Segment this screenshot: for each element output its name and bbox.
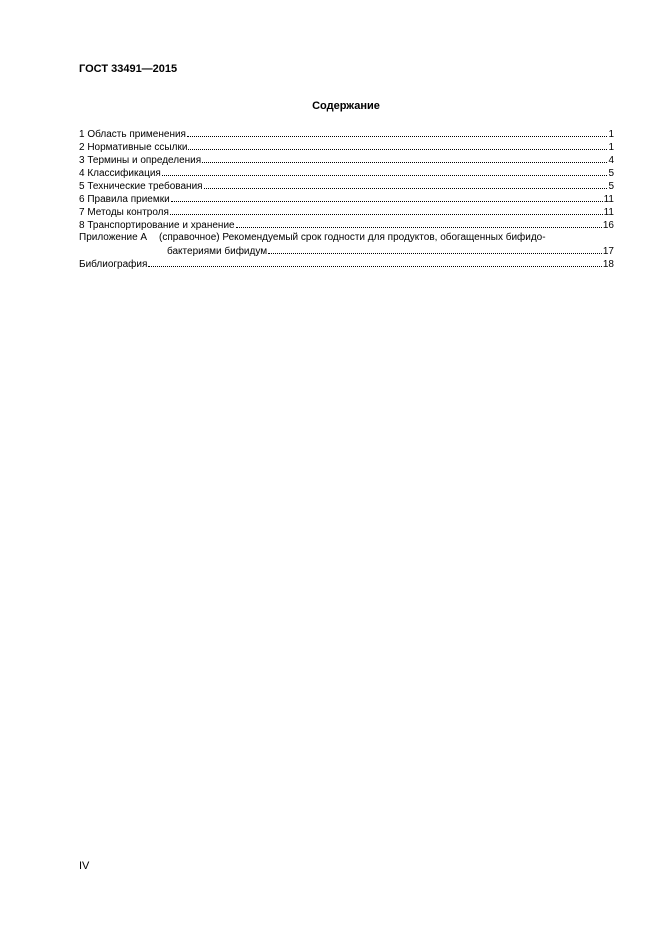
toc-item[interactable] <box>79 153 614 166</box>
appendix-title-line1: (справочное) Рекомендуемый срок годности для продуктов, обогащенных бифидо- <box>159 232 546 243</box>
toc-item-label: 2 Нормативные ссылки <box>79 142 188 153</box>
toc-item[interactable] <box>79 166 614 179</box>
toc-item[interactable] <box>79 140 614 153</box>
toc-item-bibliography[interactable] <box>79 257 614 270</box>
toc-item[interactable] <box>79 192 614 205</box>
toc-item-label: 7 Методы контроля <box>79 207 169 218</box>
toc-item-page: 5 <box>608 181 614 192</box>
toc-item-page: 11 <box>603 207 614 218</box>
page-title: Содержание <box>312 100 380 112</box>
toc-item-label: 1 Область применения <box>79 129 186 140</box>
toc-item-label: Библиография <box>79 259 148 270</box>
appendix-page: 17 <box>602 246 614 257</box>
toc-item-page: 4 <box>608 155 614 166</box>
toc-item-label: 4 Классификация <box>79 168 161 179</box>
toc-item-label: 3 Термины и определения <box>79 155 202 166</box>
toc-leader <box>204 179 608 189</box>
toc-item-label: 6 Правила приемки <box>79 194 170 205</box>
toc-leader <box>236 218 602 228</box>
toc-item-page: 18 <box>602 259 614 270</box>
appendix-label: Приложение А <box>79 232 148 243</box>
toc-leader <box>188 140 607 150</box>
toc-leader <box>148 257 601 267</box>
toc-leader <box>268 244 602 254</box>
toc-leader <box>170 205 603 215</box>
document-code: ГОСТ 33491—2015 <box>79 63 178 75</box>
toc-item-label: 8 Транспортирование и хранение <box>79 220 235 231</box>
toc-item[interactable] <box>79 179 614 192</box>
toc-leader <box>202 153 607 163</box>
toc-appendix-a[interactable] <box>79 231 614 257</box>
toc-leader <box>162 166 608 176</box>
toc-item[interactable] <box>79 127 614 140</box>
toc-leader <box>171 192 603 202</box>
appendix-title-line2: бактериями бифидум <box>167 246 268 257</box>
toc-item[interactable] <box>79 218 614 231</box>
page-number: IV <box>79 860 90 872</box>
toc-leader <box>187 127 607 137</box>
table-of-contents <box>79 127 614 270</box>
toc-item-label: 5 Технические требования <box>79 181 203 192</box>
toc-item-page: 1 <box>608 142 614 153</box>
toc-item-page: 5 <box>608 168 614 179</box>
toc-item-page: 11 <box>603 194 614 205</box>
toc-item-page: 1 <box>608 129 614 140</box>
toc-item-page: 16 <box>602 220 614 231</box>
toc-item[interactable] <box>79 205 614 218</box>
